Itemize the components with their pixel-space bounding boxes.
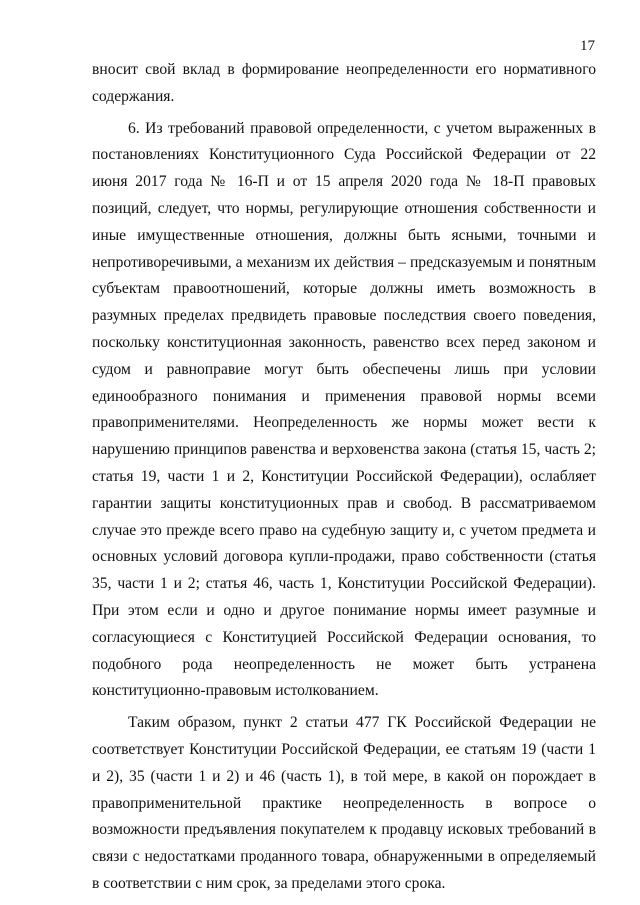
paragraph-legal-certainty: 6. Из требований правовой определенности, с учетом выраженных в постановлениях Конституционного Суда Российской Федерации от 22 июня 2017 года № 16-П и от 15 апреля 2020 года № 18-П правовых позиций, следует, что нормы, регулирующие отношения собственности и иные имущественные отношения, должны быть ясными, точными и непротиворечивыми, а механизм их действия – предсказуемым и понятным субъектам правоотношений, которые должны иметь возможность в разумных пределах предвидеть правовые последствия своего поведения, поскольку конституционная законность, равенство всех перед законом и судом и равноправие могут быть обеспечены лишь при условии единообразного понимания и применения правовой нормы всеми правоприменителями. Неопределенность же нормы может вести к нарушению принципов равенства и верховенства закона (статья 15, часть 2; статья 19, части 1 и 2, Конституции Российской Федерации), ослабляет гарантии защиты конституционных прав и свобод. В рассматриваемом случае это прежде всего право на судебную защиту и, с учетом предмета и основных условий договора купли-продажи, право собственности (статья 35, части 1 и 2; статья 46, часть 1, Конституции Российской Федерации). При этом если и одно и другое понимание нормы имеет разумные и согласующиеся с Конституцией Российской Федерации основания, то подобного рода неопределенность не может быть устранена конституционно-правовым истолкованием. [92,119,596,700]
paragraph-continuation: вносит свой вклад в формирование неопределенности его нормативного содержания. [92,61,596,105]
document-body [92,57,596,898]
paragraph-conclusion: Таким образом, пункт 2 статьи 477 ГК Российской Федерации не соответствует Конституции Российской Федерации, ее статьям 19 (части 1 и 2), 35 (части 1 и 2) и 46 (часть 1), в той мере, в какой он порождает в правоприменительной практике неопределенность в вопросе о возможности предъявления покупателем к продавцу исковых требований в связи с недостатками проданного товара, обнаруженными в определяемый в соответствии с ним срок, за пределами этого срока. [92,714,596,892]
page-number: 17 [580,38,595,54]
